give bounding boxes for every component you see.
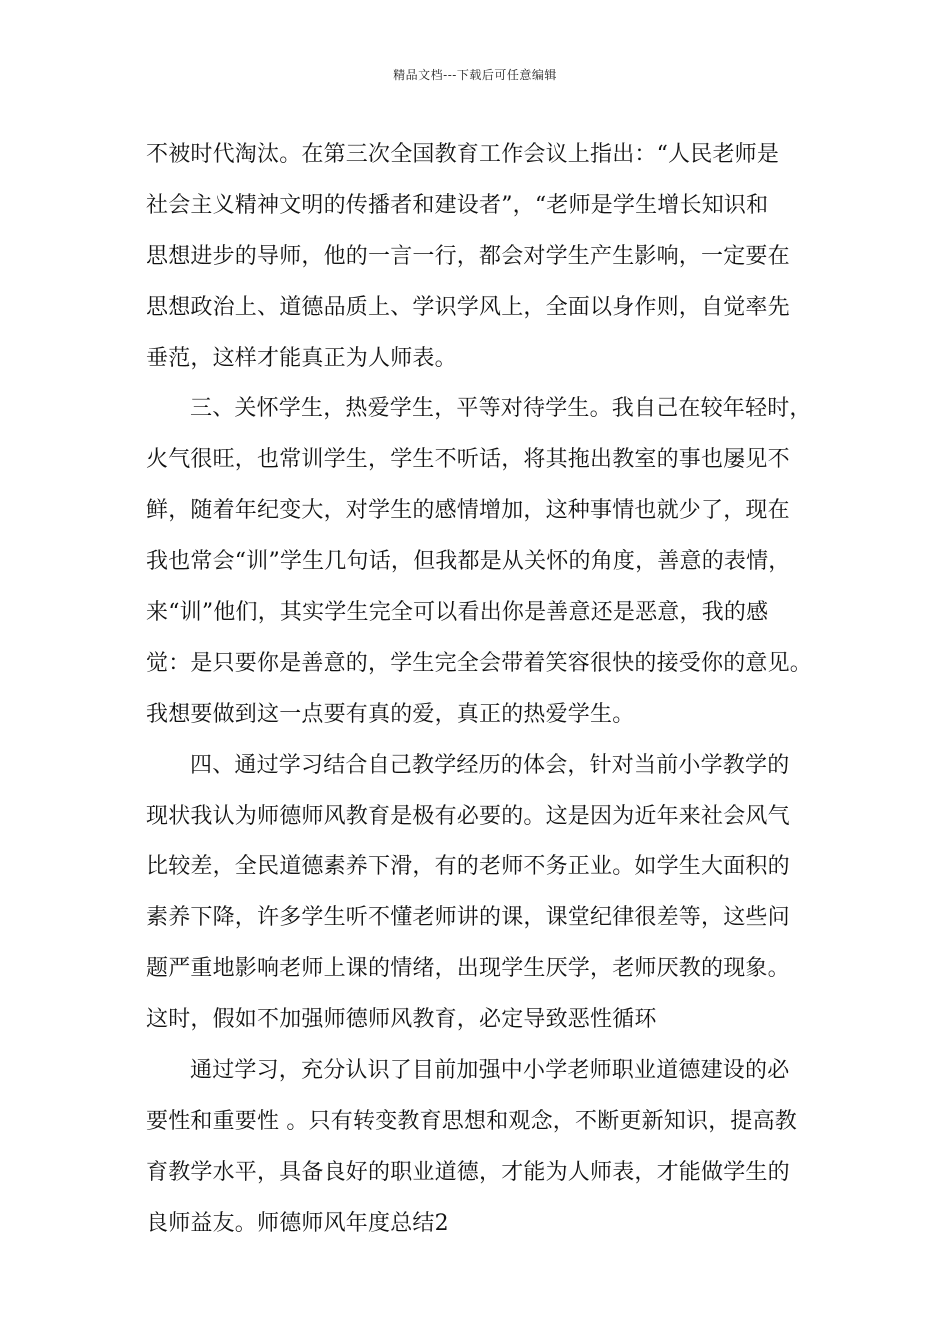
text-line: 我也常会“训”学生几句话，但我都是从关怀的角度，善意的表情， (146, 549, 791, 575)
text-line: 垂范，这样才能真正为人师表。 (146, 345, 457, 371)
paragraph-3 (146, 741, 808, 1046)
text-line: 四、通过学习结合自己教学经历的体会，针对当前小学教学的 (190, 752, 790, 778)
page-header: 精品文档---下载后可任意编辑 (393, 68, 557, 82)
text-line: 素养下降，许多学生听不懂老师讲的课，课堂纪律很差等，这些问 (146, 905, 790, 931)
text-line: 比较差，全民道德素养下滑，有的老师不务正业。如学生大面积的 (146, 854, 790, 880)
text-line: 社会主义精神文明的传播者和建设者”，“老师是学生增长知识和 (146, 192, 769, 218)
text-line: 育教学水平，具备良好的职业道德，才能为人师表，才能做学生的 (146, 1159, 790, 1185)
text-line: 通过学习，充分认识了目前加强中小学老师职业道德建设的必 (190, 1058, 790, 1084)
text-line: 三、关怀学生，热爱学生，平等对待学生。我自己在较年轻时， (190, 396, 812, 422)
text-line: 来“训”他们，其实学生完全可以看出你是善意还是恶意，我的感 (146, 600, 769, 626)
text-line: 思想政治上、道德品质上、学识学风上，全面以身作则，自觉率先 (146, 294, 790, 320)
text-line: 我想要做到这一点要有真的爱，真正的热爱学生。 (146, 701, 635, 727)
paragraph-1 (146, 130, 808, 384)
text-line: 思想进步的导师，他的一言一行，都会对学生产生影响，一定要在 (146, 243, 790, 269)
text-line: 这时，假如不加强师德师风教育，必定导致恶性循环 (146, 1007, 657, 1033)
document-body (146, 130, 813, 1250)
paragraph-4 (146, 1046, 808, 1250)
text-line: 良师益友。师德师风年度总结2 (146, 1210, 449, 1236)
text-line: 觉：是只要你是善意的，学生完全会带着笑容很快的接受你的意见。 (146, 650, 813, 676)
text-line: 现状我认为师德师风教育是极有必要的。这是因为近年来社会风气 (146, 803, 790, 829)
text-line: 题严重地影响老师上课的情绪，出现学生厌学，老师厌教的现象。 (146, 956, 790, 982)
text-line: 不被时代淘汰。在第三次全国教育工作会议上指出：“人民老师是 (146, 142, 780, 167)
paragraph-2 (146, 384, 813, 740)
text-line: 火气很旺，也常训学生，学生不听话，将其拖出教室的事也屡见不 (146, 447, 790, 473)
text-line: 要性和重要性 。只有转变教育思想和观念，不断更新知识，提高教 (146, 1108, 797, 1134)
text-line: 鲜，随着年纪变大，对学生的感情增加，这种事情也就少了，现在 (146, 498, 790, 524)
